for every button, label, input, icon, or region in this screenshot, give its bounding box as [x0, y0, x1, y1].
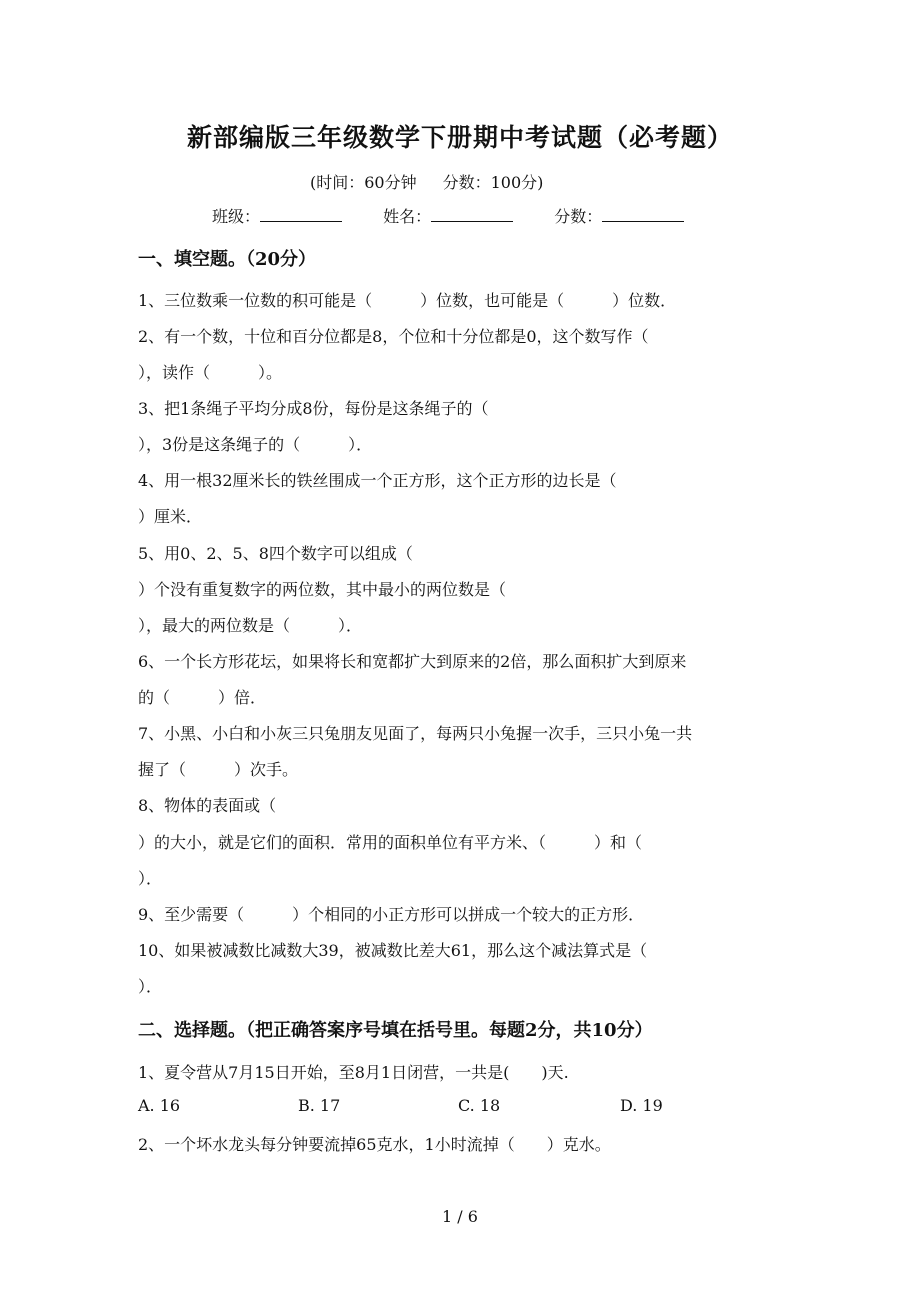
options-row — [138, 1096, 663, 1115]
option-a[interactable]: A. 16 — [138, 1096, 181, 1115]
question-line: ）个没有重复数字的两位数，其中最小的两位数是（ — [138, 580, 507, 599]
class-field[interactable] — [212, 204, 342, 227]
page-number: 1 / 6 — [442, 1207, 478, 1226]
name-label: 姓名： — [383, 207, 432, 226]
question-line: 2、有一个数，十位和百分位都是8，个位和十分位都是0，这个数写作（ — [138, 327, 649, 346]
question-line: 2、一个坏水龙头每分钟要流掉65克水，1小时流掉（ ）克水。 — [138, 1135, 611, 1154]
question-line: ）的大小，就是它们的面积．常用的面积单位有平方米、（ ）和（ — [138, 833, 643, 852]
exam-info — [310, 170, 543, 193]
option-d[interactable]: D. 19 — [620, 1096, 663, 1115]
question-line: 握了（ ）次手。 — [138, 760, 299, 779]
question-line: 的（ ）倍． — [138, 688, 267, 707]
question-line: 9、至少需要（ ）个相同的小正方形可以拼成一个较大的正方形． — [138, 905, 645, 924]
class-blank[interactable] — [260, 207, 342, 222]
student-info-fields — [212, 204, 720, 227]
question-line: 4、用一根32厘米长的铁丝围成一个正方形，这个正方形的边长是（ — [138, 471, 617, 490]
page-title: 新部编版三年级数学下册期中考试题（必考题） — [186, 123, 733, 152]
option-c[interactable]: C. 18 — [458, 1096, 501, 1115]
question-line: ）厘米． — [138, 507, 203, 526]
question-line: 8、物体的表面或（ — [138, 796, 277, 815]
question-line: 1、夏令营从7月15日开始，至8月1日闭营，一共是( )天. — [138, 1063, 569, 1082]
exam-time: (时间：60分钟 — [310, 173, 417, 192]
question-line: ），最大的两位数是（ ）． — [138, 616, 363, 635]
section1-heading: 一、填空题。（20分） — [138, 249, 317, 270]
option-b[interactable]: B. 17 — [298, 1096, 341, 1115]
question-line: ）． — [138, 977, 163, 996]
section2-heading: 二、选择题。（把正确答案序号填在括号里。每题2分，共10分） — [138, 1020, 653, 1041]
question-line: 5、用0、2、5、8四个数字可以组成（ — [138, 544, 413, 563]
class-label: 班级： — [212, 207, 261, 226]
question-line: ）． — [138, 869, 163, 888]
name-field[interactable] — [383, 204, 513, 227]
question-line: 6、一个长方形花坛，如果将长和宽都扩大到原来的2倍，那么面积扩大到原来 — [138, 652, 687, 671]
score-field[interactable] — [554, 204, 684, 227]
name-blank[interactable] — [431, 207, 513, 222]
question-line: 1、三位数乘一位数的积可能是（ ）位数，也可能是（ ）位数． — [138, 291, 677, 310]
question-line: 10、如果被减数比减数大39，被减数比差大61，那么这个减法算式是（ — [138, 941, 648, 960]
exam-score: 分数：100分) — [442, 173, 544, 192]
score-blank[interactable] — [602, 207, 684, 222]
score-label: 分数： — [554, 207, 603, 226]
question-line: ），读作（ ）。 — [138, 363, 283, 382]
question-line: ），3份是这条绳子的（ ）． — [138, 435, 373, 454]
question-line: 7、小黑、小白和小灰三只兔朋友见面了，每两只小兔握一次手，三只小兔一共 — [138, 724, 693, 743]
question-line: 3、把1条绳子平均分成8份，每份是这条绳子的（ — [138, 399, 489, 418]
